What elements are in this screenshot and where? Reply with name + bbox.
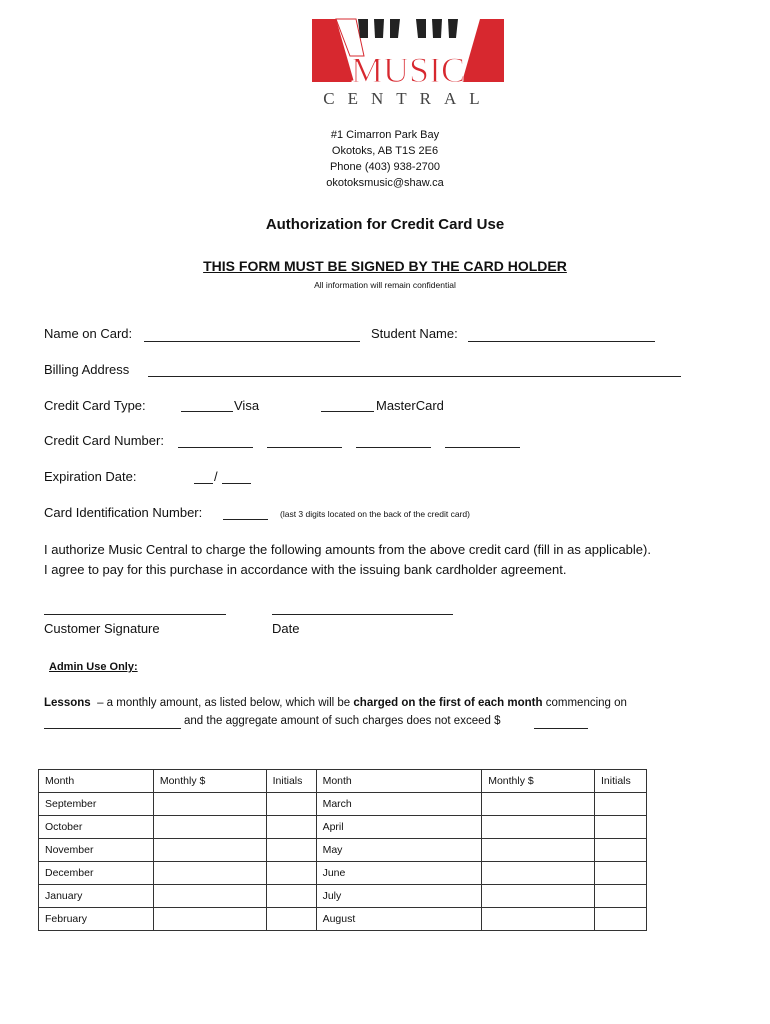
date-field[interactable] xyxy=(272,614,453,615)
mastercard-label: MasterCard xyxy=(376,398,444,413)
amount-cell[interactable] xyxy=(153,885,266,908)
month-cell: June xyxy=(316,862,482,885)
lessons-commencing: commencing on xyxy=(545,697,627,709)
name-on-card-field[interactable] xyxy=(144,341,360,342)
amount-cell[interactable] xyxy=(153,816,266,839)
lessons-label: Lessons xyxy=(44,697,91,709)
table-row xyxy=(39,793,647,816)
month-cell: January xyxy=(39,885,154,908)
initials-cell[interactable] xyxy=(595,885,647,908)
email: okotoksmusic@shaw.ca xyxy=(326,177,444,189)
visa-checkbox-field[interactable] xyxy=(181,411,233,412)
customer-signature-label: Customer Signature xyxy=(44,621,160,636)
initials-cell[interactable] xyxy=(266,885,316,908)
initials-cell[interactable] xyxy=(595,839,647,862)
amount-cell[interactable] xyxy=(482,839,595,862)
table-row xyxy=(39,885,647,908)
student-name-label: Student Name: xyxy=(371,326,458,341)
student-name-field[interactable] xyxy=(468,341,655,342)
mastercard-checkbox-field[interactable] xyxy=(321,411,374,412)
initials-cell[interactable] xyxy=(266,839,316,862)
initials-cell[interactable] xyxy=(595,816,647,839)
month-cell: February xyxy=(39,908,154,931)
month-cell: August xyxy=(316,908,482,931)
amount-cell[interactable] xyxy=(153,839,266,862)
month-cell: April xyxy=(316,816,482,839)
table-row xyxy=(39,839,647,862)
card-type-label: Credit Card Type: xyxy=(44,398,146,413)
table-header-row xyxy=(39,770,647,793)
initials-cell[interactable] xyxy=(595,793,647,816)
header-month: Month xyxy=(39,770,154,793)
lessons-text: – a monthly amount, as listed below, which will be xyxy=(97,697,351,709)
svg-text:CENTRAL: CENTRAL xyxy=(323,89,493,108)
confidential-note: All information will remain confidential xyxy=(314,280,456,290)
month-cell: September xyxy=(39,793,154,816)
cvv-label: Card Identification Number: xyxy=(44,505,203,520)
header-month: Month xyxy=(316,770,482,793)
table-row xyxy=(39,816,647,839)
monthly-charges-table xyxy=(38,769,647,931)
expiration-separator: / xyxy=(214,469,218,484)
cvv-field[interactable] xyxy=(223,519,268,520)
authorization-text-2: I agree to pay for this purchase in accordance with the issuing bank cardholder agreement. xyxy=(44,562,567,577)
header-initials: Initials xyxy=(266,770,316,793)
initials-cell[interactable] xyxy=(266,793,316,816)
card-number-label: Credit Card Number: xyxy=(44,433,164,448)
amount-cell[interactable] xyxy=(153,793,266,816)
amount-cell[interactable] xyxy=(153,862,266,885)
table-row xyxy=(39,862,647,885)
address-line: #1 Cimarron Park Bay xyxy=(330,129,440,141)
expiration-year-field[interactable] xyxy=(222,483,251,484)
expiration-month-field[interactable] xyxy=(194,483,213,484)
amount-cell[interactable] xyxy=(482,862,595,885)
form-title: Authorization for Credit Card Use xyxy=(265,216,505,233)
customer-signature-field[interactable] xyxy=(44,614,226,615)
month-cell: July xyxy=(316,885,482,908)
month-cell: March xyxy=(316,793,482,816)
card-number-group-4[interactable] xyxy=(445,447,520,448)
header-monthly-amount: Monthly $ xyxy=(482,770,595,793)
expiration-label: Expiration Date: xyxy=(44,469,137,484)
lessons-line-1 xyxy=(44,697,627,709)
commencing-date-field[interactable] xyxy=(44,728,181,729)
phone: Phone (403) 938-2700 xyxy=(329,161,441,173)
cvv-note: (last 3 digits located on the back of the credit card) xyxy=(280,509,470,519)
address-block xyxy=(0,127,770,191)
date-label: Date xyxy=(272,621,300,636)
authorization-text-1: I authorize Music Central to charge the following amounts from the above credit card (fill in as applicable). xyxy=(44,542,651,557)
month-cell: October xyxy=(39,816,154,839)
initials-cell[interactable] xyxy=(595,908,647,931)
table-row xyxy=(39,908,647,931)
initials-cell[interactable] xyxy=(266,816,316,839)
month-cell: May xyxy=(316,839,482,862)
lessons-aggregate-text: and the aggregate amount of such charges does not exceed $ xyxy=(184,715,501,727)
month-cell: November xyxy=(39,839,154,862)
billing-address-label: Billing Address xyxy=(44,362,130,377)
amount-cell[interactable] xyxy=(482,908,595,931)
amount-cell[interactable] xyxy=(482,885,595,908)
svg-text:MUSIC: MUSIC xyxy=(350,50,466,90)
aggregate-amount-field[interactable] xyxy=(534,728,588,729)
initials-cell[interactable] xyxy=(266,908,316,931)
month-cell: December xyxy=(39,862,154,885)
initials-cell[interactable] xyxy=(266,862,316,885)
card-number-group-2[interactable] xyxy=(267,447,342,448)
card-number-group-1[interactable] xyxy=(178,447,253,448)
lessons-bold-text: charged on the first of each month xyxy=(353,697,543,709)
address-line: Okotoks, AB T1S 2E6 xyxy=(331,145,439,157)
admin-heading: Admin Use Only: xyxy=(49,661,138,673)
amount-cell[interactable] xyxy=(482,816,595,839)
billing-address-field[interactable] xyxy=(148,376,681,377)
amount-cell[interactable] xyxy=(482,793,595,816)
amount-cell[interactable] xyxy=(153,908,266,931)
card-number-group-3[interactable] xyxy=(356,447,431,448)
header-monthly-amount: Monthly $ xyxy=(153,770,266,793)
name-on-card-label: Name on Card: xyxy=(44,326,133,341)
music-central-logo xyxy=(312,16,504,110)
form-subtitle: THIS FORM MUST BE SIGNED BY THE CARD HOLDER xyxy=(203,258,567,274)
header-initials: Initials xyxy=(595,770,647,793)
initials-cell[interactable] xyxy=(595,862,647,885)
visa-label: Visa xyxy=(234,398,260,413)
